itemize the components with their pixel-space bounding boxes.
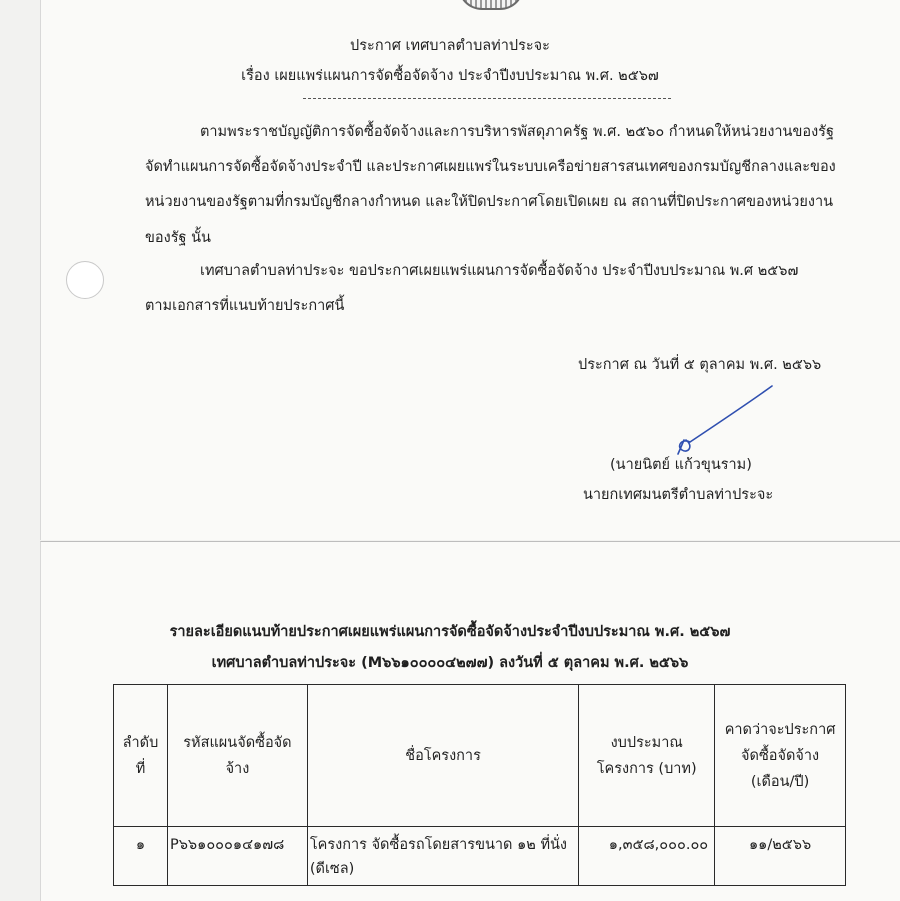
paragraph-1-line-3: หน่วยงานของรัฐตามที่กรมบัญชีกลางกำหนด และให้ปิดประกาศโดยเปิดเผย ณ สถานที่ปิดประกาศของหน่วยงาน xyxy=(145,194,834,210)
column-header-no: ลำดับที่ xyxy=(114,685,168,827)
cell-no: ๑ xyxy=(114,827,168,886)
table-header-row xyxy=(114,685,846,827)
paragraph-2-line-1: เทศบาลตำบลท่าประจะ ขอประกาศเผยแพร่แผนการจัดซื้อจัดจ้าง ประจำปีงบประมาณ พ.ศ ๒๕๖๗ xyxy=(200,263,799,279)
paragraph-1-line-1: ตามพระราชบัญญัติการจัดซื้อจัดจ้างและการบริหารพัสดุภาครัฐ พ.ศ. ๒๕๖๐ กำหนดให้หน่วยงานของรัฐ xyxy=(200,124,834,140)
announcement-title: ประกาศ เทศบาลตำบลท่าประจะ xyxy=(350,38,550,54)
procurement-plan-table xyxy=(113,684,846,886)
cell-expected: ๑๑/๒๕๖๖ xyxy=(715,827,846,886)
attachment-heading: รายละเอียดแนบท้ายประกาศเผยแพร่แผนการจัดซื้อจัดจ้างประจำปีงบประมาณ พ.ศ. ๒๕๖๗ xyxy=(169,624,731,640)
column-header-project: ชื่อโครงการ xyxy=(307,685,578,827)
project-line-2: (ดีเซล) xyxy=(309,861,355,877)
attachment-subheading: เทศบาลตำบลท่าประจะ (M๖๖๑๐๐๐๐๔๒๗๗) ลงวันที่ ๕ ตุลาคม พ.ศ. ๒๕๖๖ xyxy=(211,655,689,671)
column-header-budget: งบประมาณโครงการ (บาท) xyxy=(579,685,715,827)
announce-date: ประกาศ ณ วันที่ ๕ ตุลาคม พ.ศ. ๒๕๖๖ xyxy=(578,357,822,373)
signer-title: นายกเทศมนตรีตำบลท่าประจะ xyxy=(583,487,774,503)
paragraph-1-line-2: จัดทำแผนการจัดซื้อจัดจ้างประจำปี และประกาศเผยแพร่ในระบบเครือข่ายสารสนเทศของกรมบัญชีกลางและของ xyxy=(145,159,836,175)
paragraph-1-line-4: ของรัฐ นั้น xyxy=(145,230,211,246)
project-line-1: โครงการ จัดซื้อรถโดยสารขนาด ๑๒ ที่นั่ง xyxy=(309,837,567,853)
title-divider xyxy=(303,98,671,99)
cell-project xyxy=(307,827,578,886)
signature-icon xyxy=(660,380,780,460)
cell-code: P๖๖๑๐๐๐๑๔๑๗๘ xyxy=(167,827,307,886)
column-header-code: รหัสแผนจัดซื้อจัดจ้าง xyxy=(167,685,307,827)
signer-name: (นายนิตย์ แก้วขุนราม) xyxy=(610,457,752,473)
cell-budget: ๑,๓๕๘,๐๐๐.๐๐ xyxy=(579,827,715,886)
column-header-expected: คาดว่าจะประกาศจัดซื้อจัดจ้าง (เดือน/ปี) xyxy=(715,685,846,827)
table-row xyxy=(114,827,846,886)
announcement-subject: เรื่อง เผยแพร่แผนการจัดซื้อจัดจ้าง ประจำปีงบประมาณ พ.ศ. ๒๕๖๗ xyxy=(241,68,659,84)
paragraph-2-line-2: ตามเอกสารที่แนบท้ายประกาศนี้ xyxy=(145,298,345,314)
punch-hole-icon xyxy=(66,261,104,299)
